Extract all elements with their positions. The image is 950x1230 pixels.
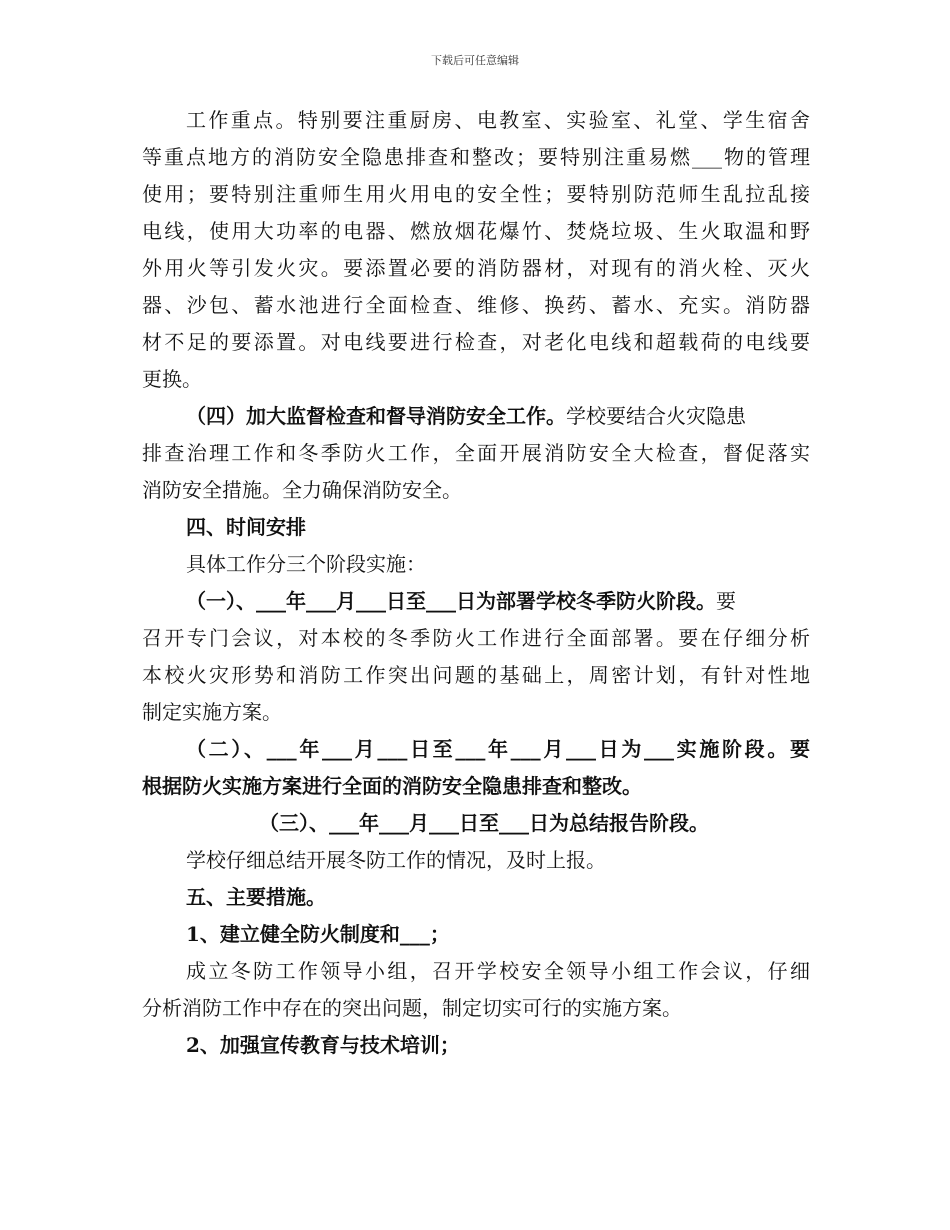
paragraph-line: 排查治理工作和冬季防火工作，全面开展消防安全大检查，督促落实 [142,441,810,465]
document-body [142,108,810,1070]
paragraph-line: 消防安全措施。全力确保消防安全。 [142,478,462,502]
paragraph-line: 使用；要特别注重师生用火用电的安全性；要特别防范师生乱拉乱接 [142,182,810,206]
paragraph-line: 更换。 [142,367,202,391]
section-4-heading: （四）加大监督检查和督导消防安全工作。 [186,404,566,428]
phase-1-heading: （一）、___年___月___日至___日为部署学校冬季防火阶段。 [186,589,716,613]
paragraph-text: 学校要结合火灾隐患 [566,404,746,428]
measure-1-heading: 1、建立健全防火制度和___； [186,922,450,946]
page-header: 下载后可任意编辑 [431,54,519,67]
paragraph-line: 分析消防工作中存在的突出问题，制定切实可行的实施方案。 [142,996,682,1020]
section-4-heading-line [142,404,810,428]
measure-2-heading: 2、加强宣传教育与技术培训； [186,1033,460,1057]
paragraph-line: 制定实施方案。 [142,700,282,724]
phase-3-heading: （三）、___年___月___日至___日为总结报告阶段。 [259,811,709,835]
paragraph-line: 工作重点。特别要注重厨房、电教室、实验室、礼堂、学生宿舍 [186,108,810,132]
paragraph-line: 学校仔细总结开展冬防工作的情况，及时上报。 [186,848,606,872]
phase-2-heading: （二）、___年___月___日至___年___月___日为___实施阶段。要 [186,737,810,761]
phase-2-text: 根据防火实施方案进行全面的消防安全隐患排查和整改。 [142,774,642,798]
paragraph-line: 成立冬防工作领导小组，召开学校安全领导小组工作会议，仔细 [186,959,810,983]
phase-1-line [142,589,810,613]
paragraph-line: 等重点地方的消防安全隐患排查和整改；要特别注重易燃___物的管理 [142,145,810,169]
paragraph-line: 材不足的要添置。对电线要进行检查，对老化电线和超载荷的电线要 [142,330,810,354]
paragraph-text: 要 [716,589,736,613]
paragraph-line: 召开专门会议，对本校的冬季防火工作进行全面部署。要在仔细分析 [142,626,810,650]
section-heading-schedule: 四、时间安排 [186,515,306,539]
paragraph-line: 外用火等引发火灾。要添置必要的消防器材，对现有的消火栓、灭火 [142,256,810,280]
section-heading-measures: 五、主要措施。 [186,885,326,909]
paragraph-line: 器、沙包、蓄水池进行全面检查、维修、换药、蓄水、充实。消防器 [142,293,810,317]
paragraph-line: 具体工作分三个阶段实施： [186,552,426,576]
paragraph-line: 本校火灾形势和消防工作突出问题的基础上，周密计划，有针对性地 [142,663,810,687]
paragraph-line: 电线，使用大功率的电器、燃放烟花爆竹、焚烧垃圾、生火取温和野 [142,219,810,243]
